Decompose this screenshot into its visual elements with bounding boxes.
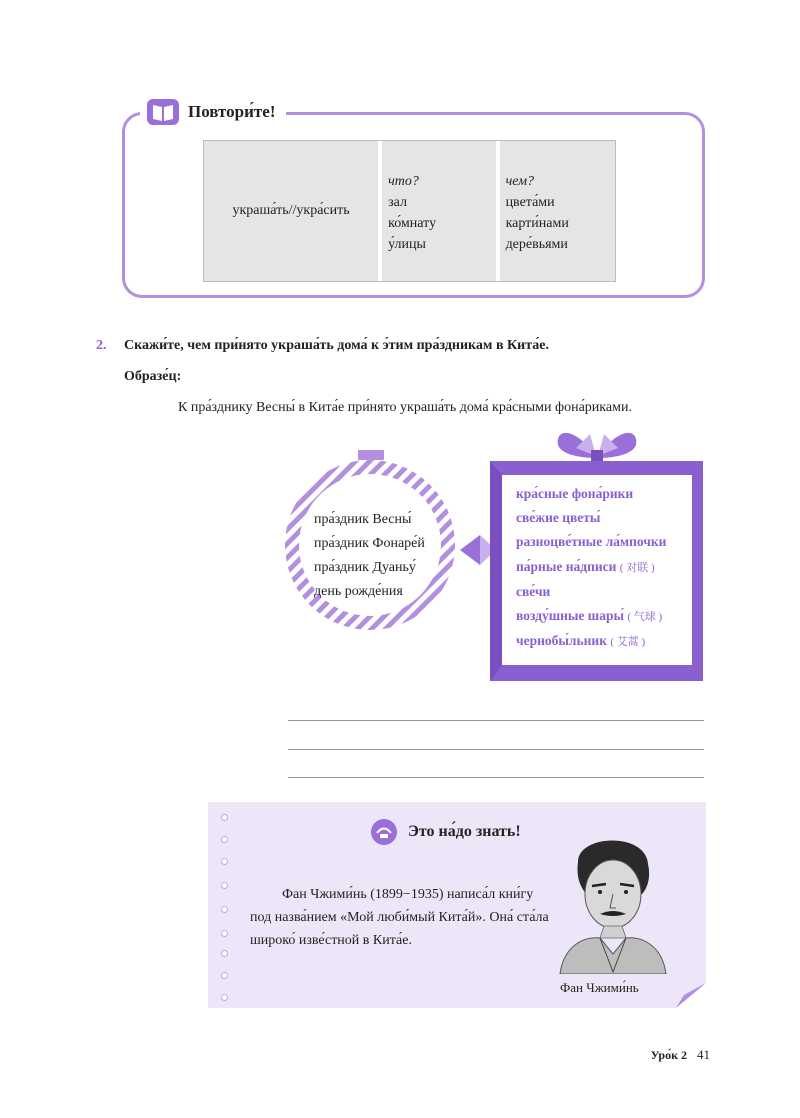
binder-hole [221,972,228,979]
binder-hole [221,836,228,843]
holiday-item: день рожде́ния [314,584,403,599]
decoration-ru: разноцве́тные ла́мпочки [516,534,667,550]
holiday-list [314,508,425,604]
page-number: 41 [697,1047,710,1062]
decoration-ru: све́жие цветы́ [516,510,601,526]
decoration-item [516,580,666,604]
binder-hole [221,906,228,913]
repeat-title: Повтори́те! [188,102,276,121]
what-item: у́лицы [388,237,426,252]
decoration-ru: возду́шные шары́ [516,608,624,624]
binder-hole [221,882,228,889]
lesson-label: Уро́к 2 [650,1048,687,1062]
decoration-ru: све́чи [516,583,551,599]
decoration-cn: ( 艾蒿 ) [610,636,646,649]
task-number: 2. [96,338,107,353]
decoration-cn: ( 对联 ) [619,561,655,574]
binder-hole [221,994,228,1001]
info-bulb-icon [370,818,398,846]
sample-text: К пра́зднику Весны́ в Кита́е при́нято украша́ть дома́ кра́сными фона́риками. [178,400,632,415]
decoration-item [516,629,666,654]
what-question: что? [388,174,419,189]
ornament-cap [358,450,384,460]
note-header [370,818,521,846]
decoration-list [516,482,666,654]
page-fold-icon [676,983,706,1008]
decoration-item [516,604,666,629]
note-body: Фан Чжими́нь (1899−1935) написа́л кни́гу под назва́нием «Мой люби́мый Кита́й». Она́ ста́ла широко́ изве́стной в Кита́е. [250,887,549,948]
binder-hole [221,950,228,957]
arrow-shape [460,535,480,565]
with-what-item: карти́нами [505,216,569,231]
note-text [250,883,550,952]
repeat-header [140,96,286,128]
portrait-image [556,822,670,974]
decoration-item [516,530,666,554]
what-column [378,141,495,281]
decoration-item [516,555,666,580]
book-icon [146,97,180,127]
page-footer [651,1047,710,1063]
task-instruction: Скажи́те, чем при́нято украша́ть дома́ к э́тим пра́здникам в Кита́е. [124,338,549,353]
decoration-item [516,506,666,530]
holiday-item: пра́здник Фонаре́й [314,536,425,551]
with-what-item: дере́вьями [505,237,568,252]
decoration-ru: па́рные на́дписи [516,558,617,574]
answer-line[interactable] [288,777,704,778]
decoration-ru: чернобы́льник [516,633,607,649]
binder-hole [221,814,228,821]
what-item: зал [388,195,407,210]
sample-label: Образе́ц: [124,369,182,384]
with-what-column [496,141,615,281]
decoration-item [516,482,666,506]
answer-line[interactable] [288,720,704,721]
decoration-cn: ( 气球 ) [627,611,663,624]
holiday-item: пра́здник Весны́ [314,512,412,527]
note-title: Это на́до знать! [408,823,521,840]
verb-table [203,140,616,282]
with-what-item: цвета́ми [505,195,555,210]
with-what-question: чем? [505,174,535,189]
answer-line[interactable] [288,749,704,750]
binder-hole [221,858,228,865]
verb-text: украша́ть//укра́сить [232,203,350,218]
holiday-item: пра́здник Дуаньу́ [314,560,416,575]
portrait-caption: Фан Чжими́нь [560,980,639,995]
what-item: ко́мнату [388,216,437,231]
verb-cell [204,141,378,281]
decoration-ru: кра́сные фона́рики [516,486,634,501]
binder-hole [221,930,228,937]
